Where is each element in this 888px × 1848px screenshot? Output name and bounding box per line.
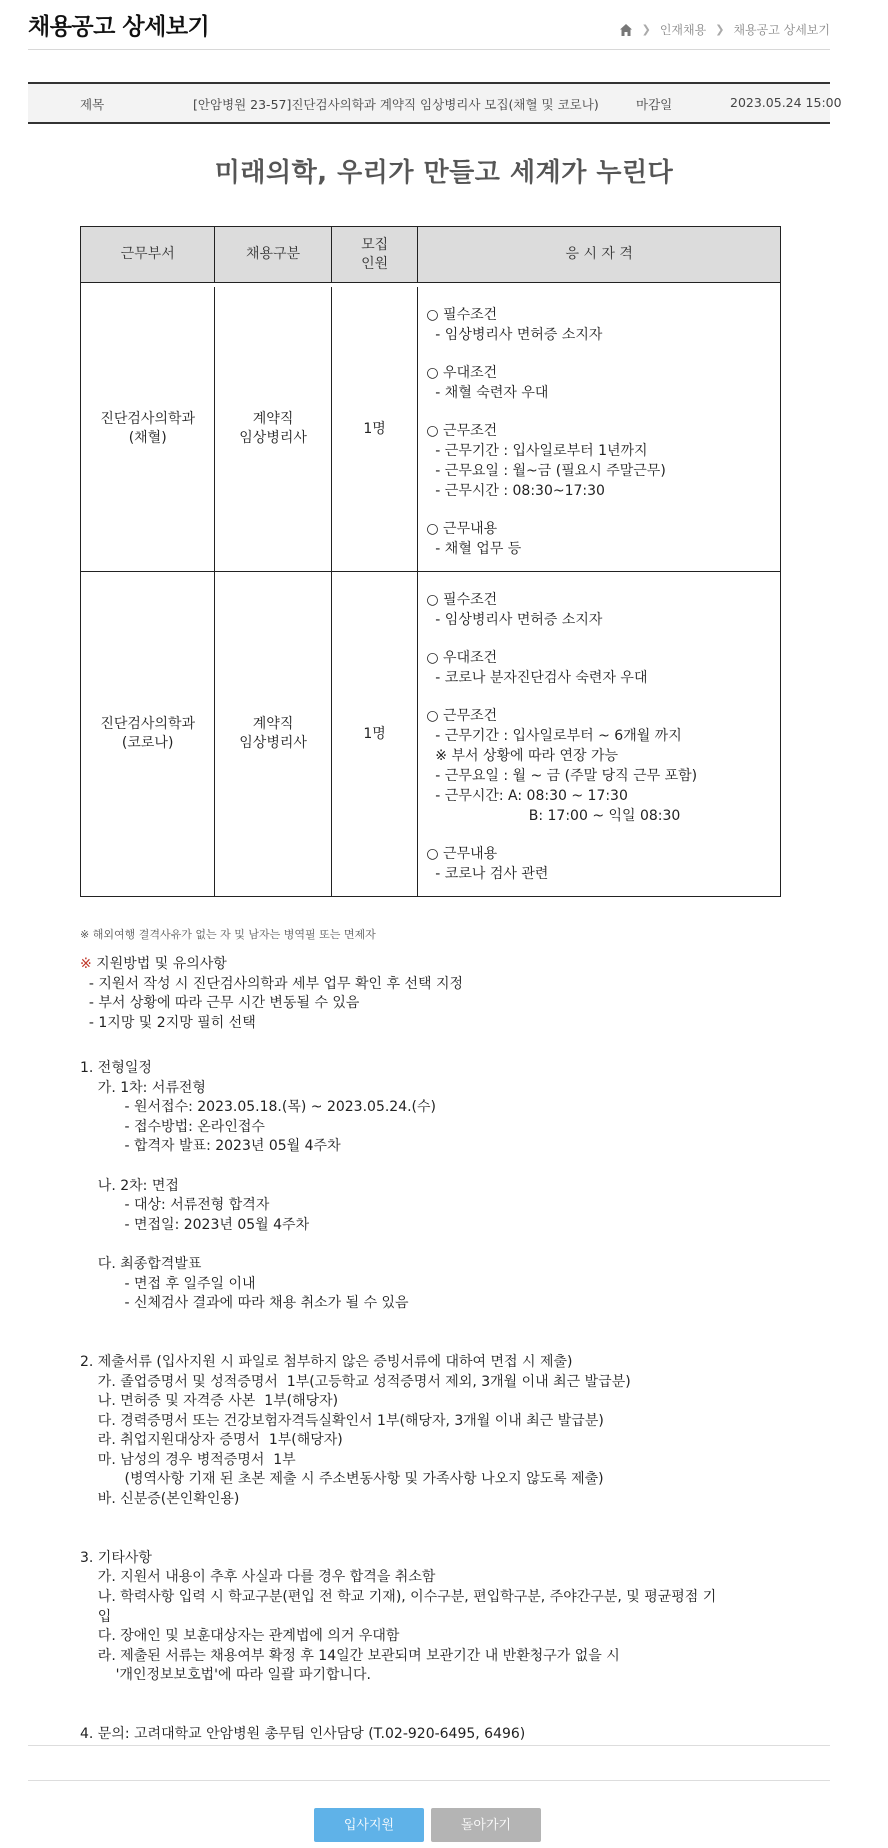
requirement-block bbox=[426, 590, 772, 630]
dept-cell bbox=[81, 572, 215, 896]
posting-body-text bbox=[80, 1059, 716, 1745]
requirement-line: - 근무기간 : 입사일로부터 ~ 6개월 까지 bbox=[426, 728, 682, 744]
header-count-line2: 인원 bbox=[361, 255, 389, 272]
header-divider bbox=[28, 49, 830, 50]
requirement-line: - 임상병리사 면허증 소지자 bbox=[426, 327, 603, 343]
body-line: 라. 취업지원대상자 증명서 1부(해당자) bbox=[80, 1432, 343, 1449]
deadline-label: 마감일 bbox=[636, 97, 673, 112]
header-dept: 근무부서 bbox=[81, 227, 215, 283]
requirement-block bbox=[426, 519, 772, 559]
guide-line: - 1지망 및 2지망 필히 선택 bbox=[80, 1014, 256, 1031]
body-line: - 합격자 발표: 2023년 05월 4주차 bbox=[80, 1138, 341, 1155]
requirement-block bbox=[426, 363, 772, 403]
body-line: 마. 남성의 경우 병적증명서 1부 bbox=[80, 1451, 296, 1468]
body-line: - 면접 후 일주일 이내 bbox=[80, 1275, 256, 1292]
guide-title-text: 지원방법 및 유의사항 bbox=[91, 956, 227, 972]
type-line: 임상병리사 bbox=[239, 430, 307, 446]
body-line bbox=[80, 1510, 716, 1530]
body-line: 다. 경력증명서 또는 건강보험자격득실확인서 1부(해당자, 3개월 이내 최근 발급분) bbox=[80, 1412, 604, 1429]
dept-cell bbox=[81, 287, 215, 572]
breadcrumb-item-current[interactable]: 채용공고 상세보기 bbox=[733, 23, 830, 37]
body-line: 라. 제출된 서류는 채용여부 확정 후 14일간 보관되며 보관기간 내 반환청구가 없을 시 bbox=[80, 1647, 620, 1664]
body-line bbox=[80, 1314, 716, 1334]
requirement-line: - 근무요일 : 월~금 (필요시 주말근무) bbox=[426, 463, 666, 479]
requirement-line: ○ 근무조건 bbox=[426, 708, 498, 724]
requirement-line: - 코로나 분자진단검사 숙련자 우대 bbox=[426, 670, 648, 686]
header-qualification: 응 시 자 격 bbox=[418, 227, 780, 283]
body-line bbox=[80, 1235, 716, 1255]
body-line: 다. 최종합격발표 bbox=[80, 1255, 202, 1272]
subject-label: 제목 bbox=[80, 97, 105, 112]
count-cell: 1명 bbox=[332, 287, 419, 572]
breadcrumb bbox=[619, 21, 830, 38]
requirement-line: - 근무시간: A: 08:30 ~ 17:30 bbox=[426, 788, 628, 804]
body-line: 2. 제출서류 (입사지원 시 파일로 첨부하지 않은 증빙서류에 대하여 면접 시 제출) bbox=[80, 1353, 573, 1370]
body-line: 가. 지원서 내용이 추후 사실과 다를 경우 합격을 취소함 bbox=[80, 1569, 436, 1586]
body-line: 바. 신분증(본인확인용) bbox=[80, 1491, 240, 1508]
requirement-line: - 근무요일 : 월 ~ 금 (주말 당직 근무 포함) bbox=[426, 768, 698, 784]
requirement-line: ○ 필수조건 bbox=[426, 307, 498, 323]
requirement-line: - 코로나 검사 관련 bbox=[426, 866, 549, 882]
page-title: 채용공고 상세보기 bbox=[28, 14, 210, 40]
dept-line: (코로나) bbox=[121, 735, 174, 751]
body-line: - 면접일: 2023년 05월 4주차 bbox=[80, 1216, 310, 1233]
requirement-line: ○ 우대조건 bbox=[426, 365, 498, 381]
guide-line: - 지원서 작성 시 진단검사의학과 세부 업무 확인 후 선택 지정 bbox=[80, 975, 464, 992]
body-line: - 대상: 서류전형 합격자 bbox=[80, 1197, 270, 1214]
requirement-block bbox=[426, 706, 772, 826]
body-line: (병역사항 기재 된 초본 제출 시 주소변동사항 및 가족사항 나오지 않도록 제출) bbox=[80, 1471, 604, 1488]
requirement-line: - 근무기간 : 입사일로부터 1년까지 bbox=[426, 443, 648, 459]
deadline-text: 2023.05.24 15:00 bbox=[730, 95, 842, 110]
type-line: 계약직 bbox=[252, 716, 294, 732]
requirement-line: ○ 근무내용 bbox=[426, 846, 498, 862]
requirement-line: - 임상병리사 면허증 소지자 bbox=[426, 612, 603, 628]
body-line: 나. 면허증 및 자격증 사본 1부(해당자) bbox=[80, 1393, 339, 1410]
posting-info-bar bbox=[28, 82, 842, 124]
body-line: 가. 졸업증명서 및 성적증명서 1부(고등학교 성적증명서 제외, 3개월 이내 최근 발급분) bbox=[80, 1373, 631, 1390]
requirement-block bbox=[426, 844, 772, 884]
table-row bbox=[81, 572, 780, 896]
body-line: - 신체검사 결과에 따라 채용 취소가 될 수 있음 bbox=[80, 1295, 409, 1312]
dept-line: 진단검사의학과 bbox=[100, 716, 196, 732]
requirement-line: ○ 근무내용 bbox=[426, 521, 498, 537]
requirement-line: B: 17:00 ~ 익일 08:30 bbox=[426, 808, 681, 824]
slogan-heading: 미래의학, 우리가 만들고 세계가 누린다 bbox=[214, 158, 674, 188]
body-line: 나. 학력사항 입력 시 학교구분(편입 전 학교 기재), 이수구분, 편입학구분, 주야간구분, 및 평균평점 기 bbox=[80, 1589, 717, 1606]
qualification-cell bbox=[418, 572, 780, 896]
subject-text: [안암병원 23-57]진단검사의학과 계약직 임상병리사 모집(채혈 및 코로나) bbox=[193, 97, 599, 112]
chevron-right-icon: ❯ bbox=[715, 23, 725, 36]
requirement-block bbox=[426, 648, 772, 688]
requirement-line: ○ 필수조건 bbox=[426, 592, 498, 608]
application-guide bbox=[80, 955, 463, 1033]
dept-line: (채혈) bbox=[128, 430, 167, 446]
type-line: 계약직 bbox=[252, 411, 294, 427]
reference-mark: ※ bbox=[80, 956, 92, 972]
back-button[interactable]: 돌아가기 bbox=[431, 1808, 541, 1842]
body-line: 나. 2차: 면접 bbox=[80, 1177, 179, 1194]
qualification-cell bbox=[418, 287, 780, 572]
requirement-line: ※ 부서 상황에 따라 연장 가능 bbox=[426, 748, 619, 764]
header-type: 채용구분 bbox=[215, 227, 331, 283]
table-row bbox=[81, 287, 780, 572]
requirement-line: - 채혈 업무 등 bbox=[426, 541, 522, 557]
body-line: 1. 전형일정 bbox=[80, 1060, 152, 1076]
recruitment-table bbox=[80, 226, 781, 897]
requirement-line: - 채혈 숙련자 우대 bbox=[426, 385, 549, 401]
type-cell bbox=[215, 572, 331, 896]
table-footnote: ※ 해외여행 결격사유가 없는 자 및 남자는 병역필 또는 면제자 bbox=[80, 928, 376, 941]
dept-line: 진단검사의학과 bbox=[100, 411, 196, 427]
footer-divider bbox=[28, 1745, 830, 1746]
table-header-row bbox=[81, 227, 780, 283]
count-cell: 1명 bbox=[332, 572, 419, 896]
requirement-line: ○ 우대조건 bbox=[426, 650, 498, 666]
apply-button[interactable]: 입사지원 bbox=[314, 1808, 424, 1842]
body-line: 4. 문의: 고려대학교 안암병원 총무팀 인사담당 (T.02-920-6495, 6496) bbox=[80, 1726, 526, 1743]
home-icon[interactable] bbox=[619, 23, 633, 37]
body-line bbox=[80, 1157, 716, 1177]
guide-line: - 부서 상황에 따라 근무 시간 변동될 수 있음 bbox=[80, 995, 360, 1012]
body-line: '개인정보보호법'에 따라 일괄 파기합니다. bbox=[80, 1667, 372, 1684]
body-line: 입 bbox=[80, 1608, 112, 1625]
chevron-right-icon: ❯ bbox=[641, 23, 651, 36]
header-count bbox=[332, 227, 419, 283]
body-line: 3. 기타사항 bbox=[80, 1549, 152, 1566]
header-count-line1: 모집 bbox=[361, 236, 389, 253]
body-line: 다. 장애인 및 보훈대상자는 관계법에 의거 우대함 bbox=[80, 1628, 400, 1645]
requirement-block bbox=[426, 305, 772, 345]
body-line: - 접수방법: 온라인접수 bbox=[80, 1118, 265, 1135]
body-line bbox=[80, 1686, 716, 1706]
body-line: 가. 1차: 서류전형 bbox=[80, 1079, 206, 1096]
footer-divider bbox=[28, 1780, 830, 1781]
body-line bbox=[80, 1706, 716, 1726]
requirement-line: - 근무시간 : 08:30~17:30 bbox=[426, 483, 605, 499]
type-line: 임상병리사 bbox=[239, 735, 307, 751]
requirement-line: ○ 근무조건 bbox=[426, 423, 498, 439]
body-line bbox=[80, 1529, 716, 1549]
body-line bbox=[80, 1333, 716, 1353]
body-line: - 원서접수: 2023.05.18.(목) ~ 2023.05.24.(수) bbox=[80, 1099, 437, 1116]
requirement-block bbox=[426, 421, 772, 501]
guide-title bbox=[80, 955, 463, 975]
type-cell bbox=[215, 287, 331, 572]
breadcrumb-item-recruit[interactable]: 인재채용 bbox=[659, 23, 707, 37]
